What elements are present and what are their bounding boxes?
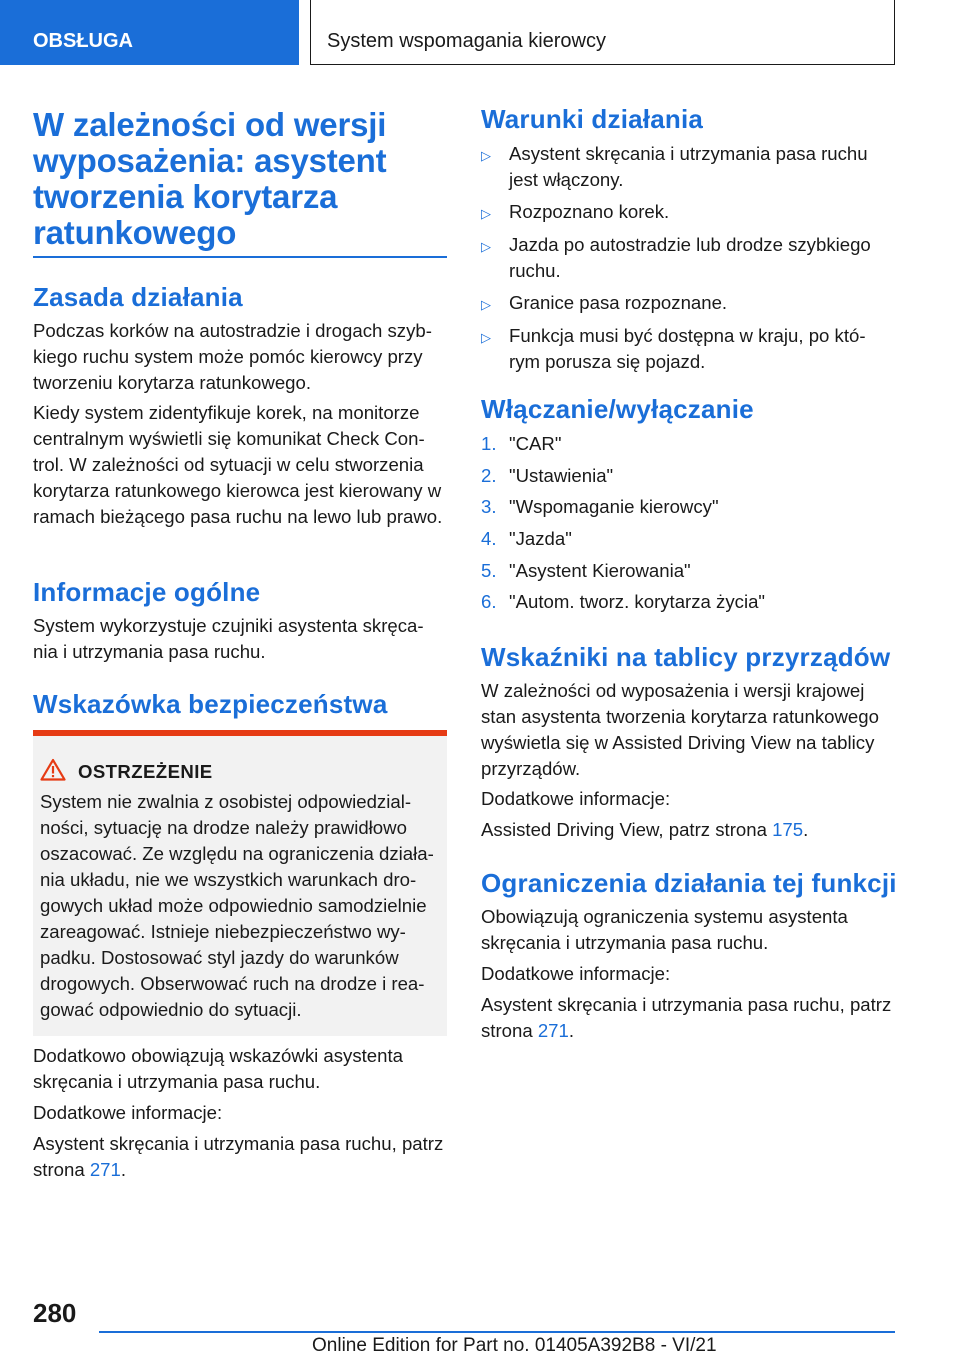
triangle-bullet-icon: ▷: [481, 239, 491, 254]
list-item: [481, 199, 895, 227]
heading-zasada: Zasada działania: [33, 282, 243, 312]
reference-text: Asystent skręcania i utrzymania pasa ruchu, patrz strona: [481, 994, 892, 1041]
page-link-175[interactable]: 175: [772, 819, 804, 840]
warning-triangle-icon: [40, 758, 66, 786]
heading-informacje: Informacje ogólne: [33, 577, 261, 607]
step-item: [481, 526, 895, 552]
heading-wskazniki: Wskaźniki na tablicy przyrządów: [481, 642, 891, 672]
list-item-text: Rozpoznano korek.: [509, 200, 670, 222]
list-item: [481, 232, 895, 284]
wskazowka-reference: [33, 1131, 447, 1183]
reference-suffix: .: [120, 1159, 127, 1180]
step-text: "CAR": [509, 433, 562, 454]
list-item-text: Asystent skręcania i utrzymania pasa ruchu jest włączony.: [509, 143, 868, 190]
list-item: [481, 290, 895, 318]
wskazniki-reference: [481, 817, 895, 843]
triangle-bullet-icon: ▷: [481, 296, 491, 312]
step-number: 5.: [481, 559, 497, 581]
ograniczenia-paragraph-1: Obowiązują ograniczenia systemu asystenta skręcania i utrzymania pasa ruchu.: [481, 906, 848, 953]
ograniczenia-reference: [481, 992, 895, 1044]
step-item: [481, 589, 895, 615]
page-title: W zależności od wersji wyposażenia: asystent tworzenia korytarza ratunkowego: [33, 106, 387, 251]
step-item: [481, 431, 895, 457]
step-number: 2.: [481, 464, 497, 486]
heading-ograniczenia: Ograniczenia działania tej funkcji: [481, 868, 897, 898]
triangle-bullet-icon: ▷: [481, 148, 491, 163]
step-text: "Wspomaganie kierowcy": [509, 496, 719, 518]
conditions-list: [481, 141, 895, 381]
step-item: [481, 494, 895, 520]
step-number: 1.: [481, 433, 497, 454]
reference-suffix: .: [803, 819, 809, 840]
section-tab: OBSŁUGA: [0, 0, 299, 65]
informacje-paragraph: System wykorzystuje czujniki asystenta skręca-nia i utrzymania pasa ruchu.: [33, 615, 424, 662]
page-number: 280: [33, 1298, 77, 1328]
warning-header: [40, 758, 213, 786]
triangle-bullet-icon: ▷: [481, 205, 491, 221]
step-text: "Asystent Kierowania": [509, 559, 691, 581]
reference-suffix: .: [568, 1020, 575, 1041]
wskazowka-paragraph-1: Dodatkowo obowiązują wskazówki asystenta skręcania i utrzymania pasa ruchu.: [33, 1045, 403, 1092]
list-item-text: Granice pasa rozpoznane.: [509, 291, 728, 313]
heading-wskazowka: Wskazówka bezpieczeństwa: [33, 689, 388, 719]
chapter-title: System wspomagania kierowcy: [310, 0, 895, 65]
wskazniki-paragraph-2: Dodatkowe informacje:: [481, 788, 671, 809]
wskazniki-paragraph-1: W zależności od wyposażenia i wersji krajowej stan asystenta tworzenia korytarza ratunkowego wyświetla się w Assisted Driving View na tablicy przyrządów.: [481, 680, 879, 779]
zasada-paragraph-1: Podczas korków na autostradzie i drogach szyb-kiego ruchu system może pomóc kierowcy przy tworzeniu korytarza ratunkowego.: [33, 320, 432, 393]
page-link-271[interactable]: 271: [537, 1020, 569, 1041]
step-text: "Autom. tworz. korytarza życia": [509, 591, 766, 613]
list-item-text: Funkcja musi być dostępna w kraju, po któ-rym porusza się pojazd.: [509, 325, 866, 372]
step-item: [481, 558, 895, 584]
edition-text: Online Edition for Part no. 01405A392B8 - VI/21: [312, 1335, 717, 1356]
step-number: 3.: [481, 496, 497, 518]
reference-text: Assisted Driving View, patrz strona: [481, 819, 773, 840]
warning-text: System nie zwalnia z osobistej odpowiedzial-ności, sytuację na drodze należy prawidłowo oszacować. Ze względu na ograniczenia działa-nia układu, nie we wszystkich warunkach dro-gowych układ może odpowiednio samodzielnie zareagować. Istnieje niebezpieczeństwo wy-padku. Dostosować styl jazdy do warunków drogowych. Obserwować ruch na drodze i rea-gować odpowiednio do sytuacji.: [40, 791, 434, 1020]
step-item: [481, 463, 895, 489]
steps-list: [481, 431, 895, 621]
triangle-bullet-icon: ▷: [481, 330, 491, 345]
step-number: 4.: [481, 528, 497, 550]
step-number: 6.: [481, 591, 497, 613]
title-divider: [33, 256, 447, 258]
list-item: [481, 141, 895, 193]
step-text: "Jazda": [509, 528, 572, 550]
heading-wlaczanie: Włączanie/wyłączanie: [481, 394, 754, 424]
list-item-text: Jazda po autostradzie lub drodze szybkiego ruchu.: [509, 234, 871, 281]
wskazowka-paragraph-2: Dodatkowe informacje:: [33, 1102, 223, 1123]
zasada-paragraph-2: Kiedy system zidentyfikuje korek, na monitorze centralnym wyświetli się komunikat Check Con-trol. W zależności od sytuacji w celu stworzenia korytarza ratunkowego kierowca jest kierowany w ramach bieżącego pasa ruchu na lewo lub prawo.: [33, 402, 443, 527]
heading-warunki: Warunki działania: [481, 104, 704, 134]
page-link-271[interactable]: 271: [89, 1159, 121, 1180]
reference-text: Asystent skręcania i utrzymania pasa ruchu, patrz strona: [33, 1133, 444, 1180]
step-text: "Ustawienia": [509, 464, 614, 486]
list-item: [481, 323, 895, 375]
footer-divider: [99, 1331, 895, 1333]
ograniczenia-paragraph-2: Dodatkowe informacje:: [481, 963, 671, 984]
warning-label: OSTRZEŻENIE: [78, 761, 213, 782]
